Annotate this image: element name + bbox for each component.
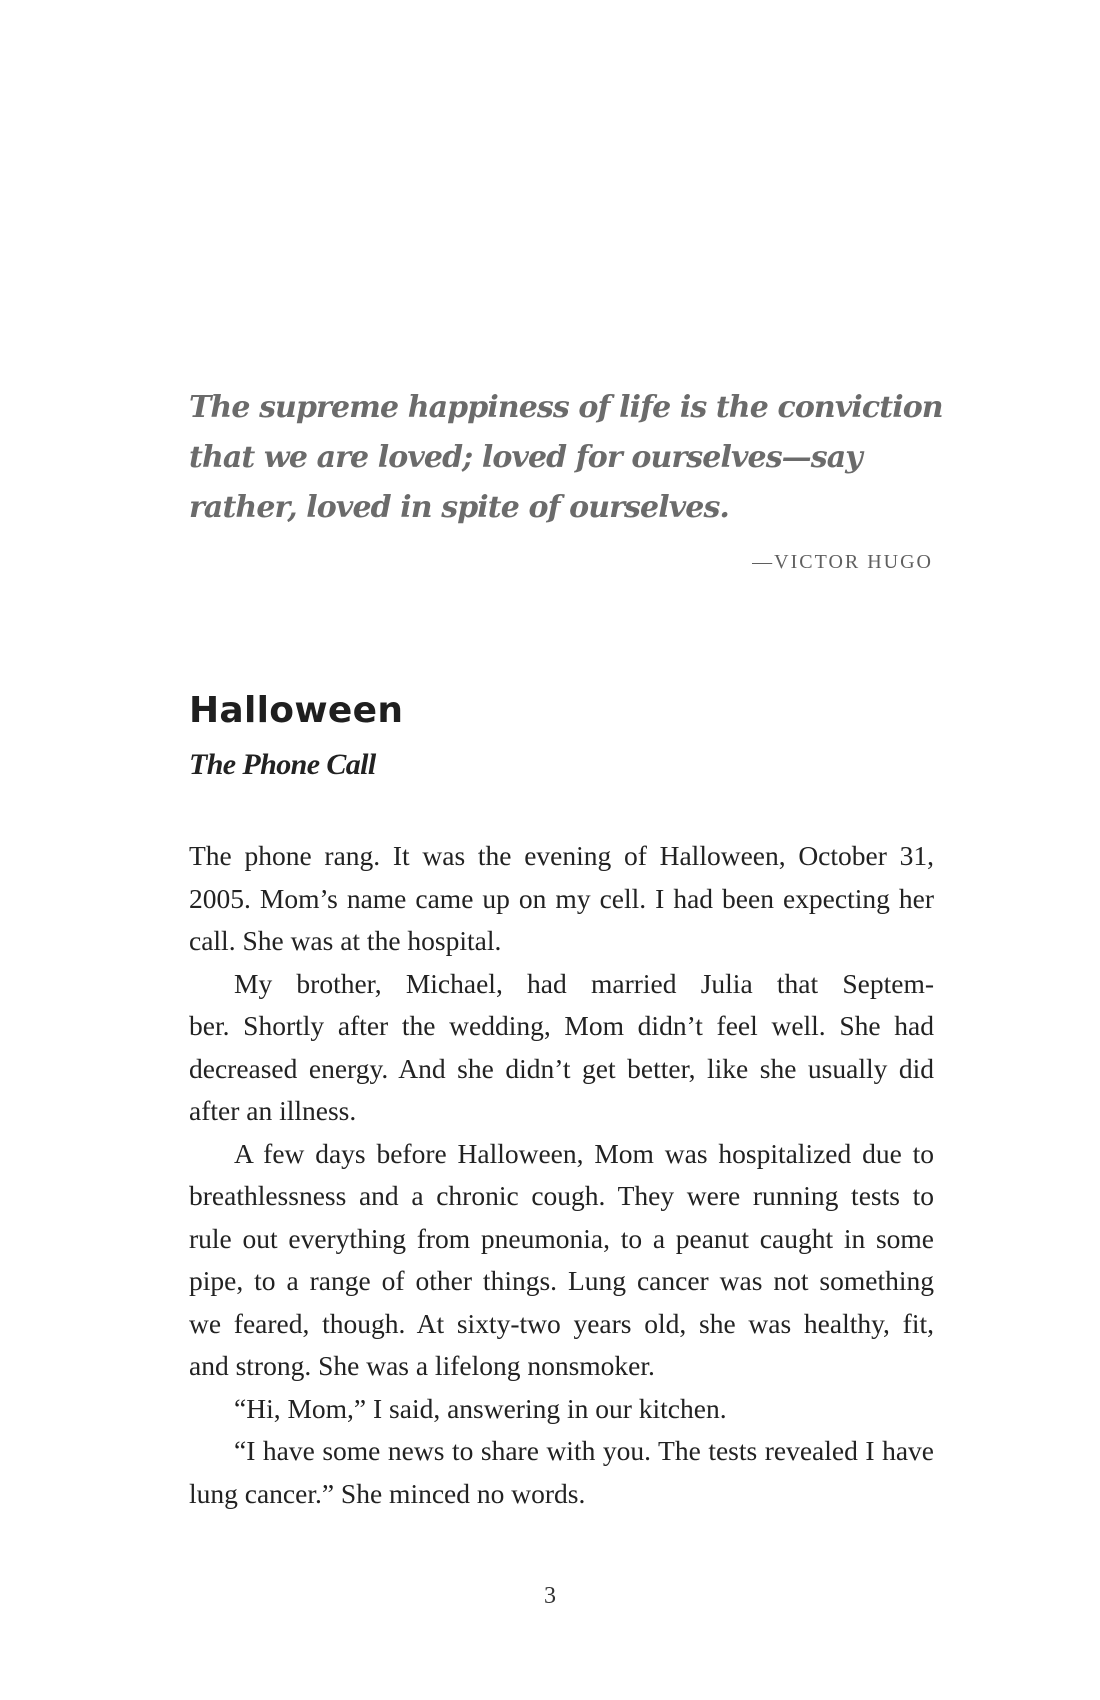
text-line: decreased energy. And she didn’t get better, like she usually did: [189, 1052, 934, 1084]
epigraph-line: The supreme happiness of life is the conviction: [189, 390, 943, 425]
chapter-title: Halloween: [189, 690, 404, 731]
text-line: 2005. Mom’s name came up on my cell. I had been expecting her: [189, 882, 934, 914]
text-line: A few days before Halloween, Mom was hospitalized due to: [234, 1137, 934, 1169]
text-line: after an illness.: [189, 1095, 357, 1126]
text-line: rule out everything from pneumonia, to a peanut caught in some: [189, 1222, 934, 1254]
body-paragraph: [189, 835, 934, 963]
text-line: and strong. She was a lifelong nonsmoker.: [189, 1350, 655, 1381]
section-title: The Phone Call: [189, 748, 376, 781]
text-line: breathlessness and a chronic cough. They were running tests to: [189, 1180, 934, 1211]
text-line: call. She was at the hospital.: [189, 925, 502, 956]
body-paragraph: [189, 963, 934, 1133]
body-paragraph: [189, 1133, 934, 1388]
epigraph-quote: [189, 383, 943, 533]
text-line: “I have some news to share with you. The tests revealed I have: [234, 1435, 934, 1466]
text-line: we feared, though. At sixty-two years old, she was healthy, fit,: [189, 1307, 934, 1339]
epigraph-line: rather, loved in spite of ourselves.: [189, 490, 729, 525]
epigraph-line: that we are loved; loved for ourselves—say: [189, 440, 862, 475]
body-paragraph: [189, 1430, 934, 1515]
text-line: My brother, Michael, had married Julia that Septem-: [234, 967, 934, 999]
text-line: “Hi, Mom,” I said, answering in our kitchen.: [234, 1392, 727, 1424]
body-text: [189, 835, 934, 1515]
text-line: The phone rang. It was the evening of Halloween, October 31,: [189, 840, 934, 871]
page-number: 3: [544, 1583, 556, 1609]
body-paragraph: [189, 1388, 934, 1431]
text-line: pipe, to a range of other things. Lung cancer was not something: [189, 1265, 934, 1296]
epigraph-attribution: —VICTOR HUGO: [752, 551, 933, 573]
text-line: lung cancer.” She minced no words.: [189, 1477, 586, 1509]
text-line: ber. Shortly after the wedding, Mom didn’t feel well. She had: [189, 1010, 934, 1041]
